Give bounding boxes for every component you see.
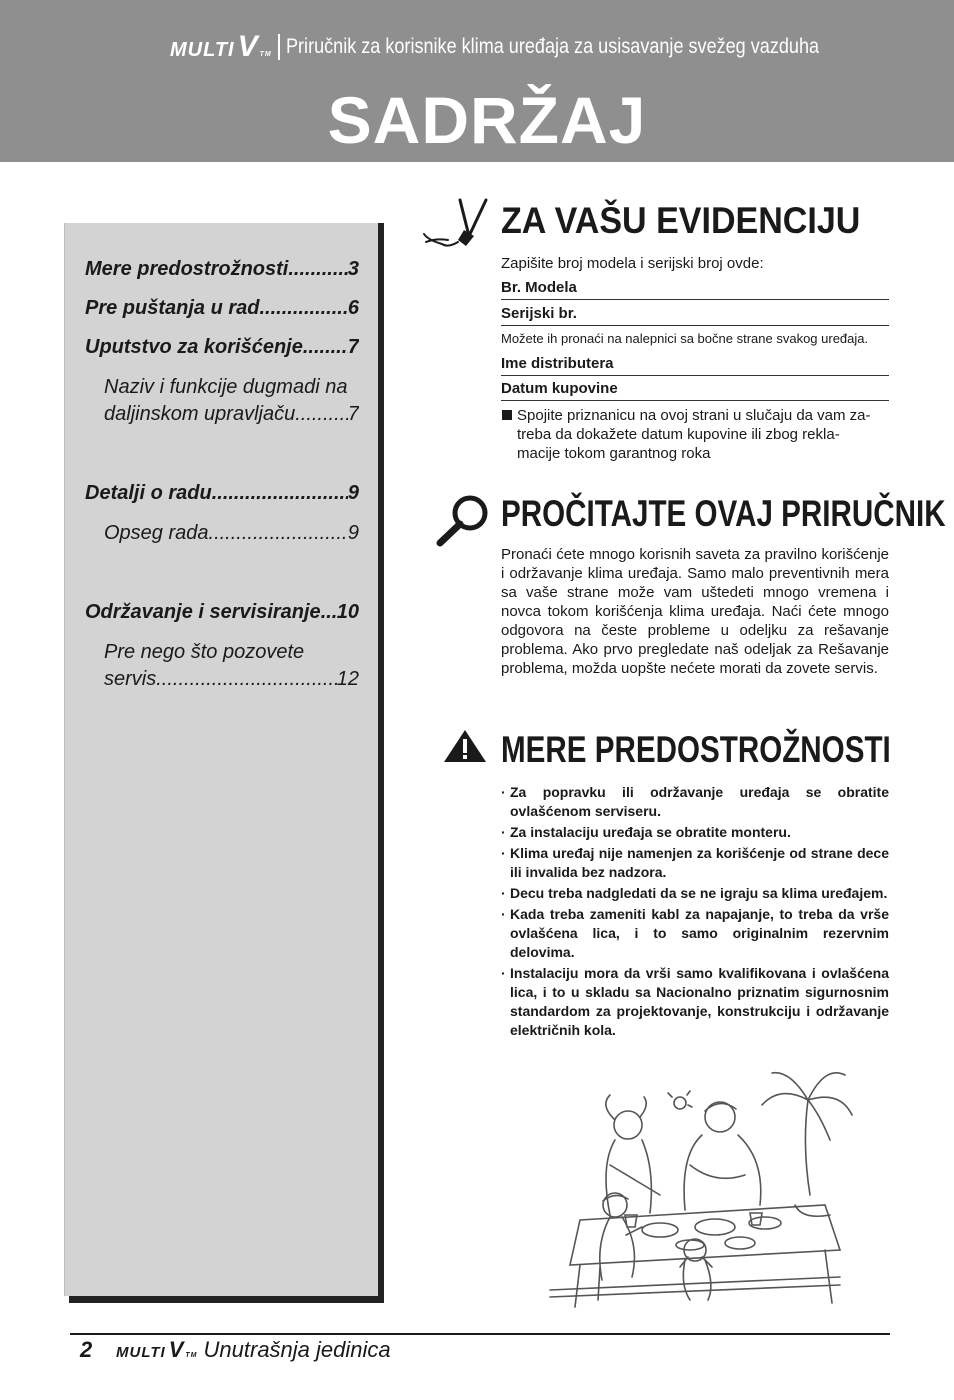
toc-entry-opseg-rada[interactable]: Opseg rada ..... 9 [104,520,359,547]
header-band [0,0,954,162]
footer-unit-name: Unutrašnja jedinica [203,1337,391,1362]
purchase-date-field[interactable]: Datum kupovine [501,380,889,401]
toc-entry-mere-predostroznosti[interactable]: Mere predostrožnosti ..... 3 [85,256,359,283]
dealer-name-field[interactable]: Ime distributera [501,355,889,376]
brand-separator [278,34,280,60]
picnic-illustration [540,1045,860,1310]
toc-entry-detalji-o-radu[interactable]: Detalji o radu ..... 9 [85,480,359,507]
page-number: 2 [80,1337,93,1362]
records-title: ZA VAŠU EVIDENCIJU [501,200,861,241]
magnifier-icon [434,493,494,549]
toc-entry-odrzavanje[interactable]: Održavanje i servisiranje ..... 10 [85,599,359,626]
precautions-title: MERE PREDOSTROŽNOSTI [501,729,891,770]
read-manual-text: Pronaći ćete mnogo korisnih saveta za pravilno korišćenje i održavanje klima uređaja. Samo malo preventivnih mera sa vaše strane može vam uštedeti mnogo vremena i novca tokom korišćenja klima uređaja. Naći ćete mnogo odgovora na česte probleme u odeljku za rešavanje problema. Ako prvo pregledate naš odeljak za Rešavanje problema, možda uopšte nećete morati da zovete servis. [501,546,889,677]
precaution-item: · Instalaciju mora da vrši samo kvalifikovana i ovlašćena lica, i to u skladu sa Nacionalno priznatim sigurnosnim standardom za projektovanje, konstrukciju i održavanje električnih kola. [501,964,889,1040]
precaution-item: · Klima uređaj nije namenjen za korišćenje od strane dece ili invalida bez nadzora. [501,844,889,882]
footer-multi-v-logo: MULTI V TM [116,1337,198,1362]
label-location-note: Možete ih pronaći na nalepnici sa bočne strane svakog uređaja. [501,331,869,346]
model-number-field[interactable]: Br. Modela [501,279,889,300]
toc-entry-pre-nego-sto-pozovete[interactable]: Pre nego što pozovete servis ..... 12 [104,639,359,693]
serial-number-field[interactable]: Serijski br. [501,305,889,326]
warning-icon [442,728,488,764]
precaution-item: · Decu treba nadgledati da se ne igraju sa klima uređajem. [501,884,889,903]
toc-entry-naziv-i-funkcije[interactable]: Naziv i funkcije dugmadi na daljinskom upravljaču ..... 7 [104,374,359,428]
receipt-note: Spojite priznanicu na ovoj strani u slučaju da vam za- treba da dokažete datum kupovine ili zbog rekla- macije tokom garantnog roka [501,406,889,463]
page-title: SADRŽAJ [327,83,647,157]
manual-subtitle: Priručnik za korisnike klima uređaja za usisavanje svežeg vazduha [285,35,819,58]
records-intro: Zapišite broj modela i serijski broj ovde: [501,255,764,272]
pen-icon [420,196,494,254]
multi-v-logo: MULTI V TM [170,30,272,63]
footer-rule [70,1333,890,1335]
toc-entry-uputstvo[interactable]: Uputstvo za korišćenje ..... 7 [85,334,359,361]
footer [80,1336,391,1364]
brand-line [170,32,906,62]
precaution-item: · Za instalaciju uređaja se obratite monteru. [501,823,889,842]
precaution-item: · Za popravku ili održavanje uređaja se obratite ovlašćenom serviseru. [501,783,889,821]
precautions-list [501,783,889,1042]
toc-panel [64,223,378,1296]
toc-entry-pre-pustanja[interactable]: Pre puštanja u rad ..... 6 [85,295,359,322]
read-manual-title: PROČITAJTE OVAJ PRIRUČNIK [501,493,946,534]
precaution-item: · Kada treba zameniti kabl za napajanje, to treba da vrše ovlašćena lica, i to samo originalnim rezervnim delovima. [501,905,889,962]
